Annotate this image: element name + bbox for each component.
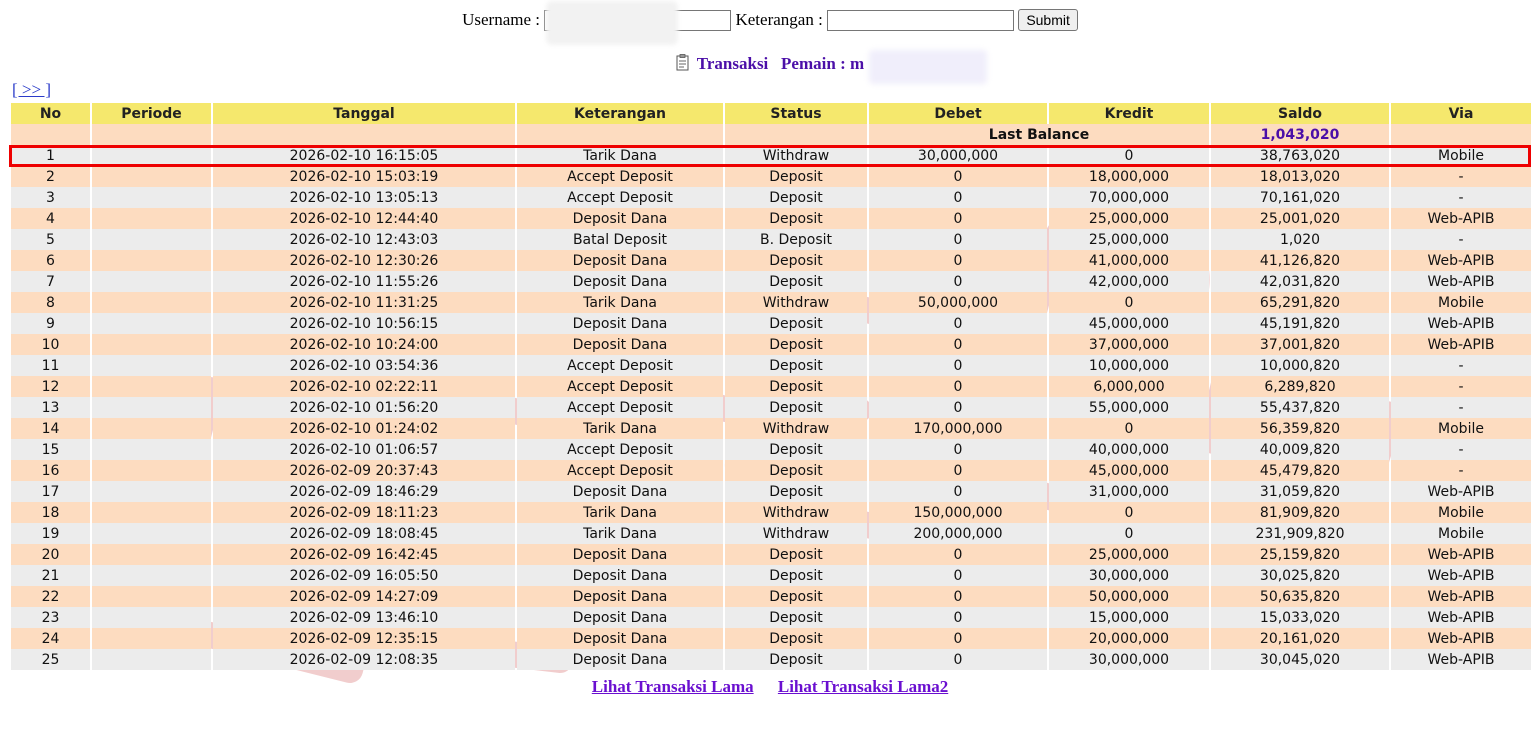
cell-periode: [92, 334, 211, 355]
cell-keterangan: Batal Deposit: [517, 229, 723, 250]
cell-via: Mobile: [1391, 292, 1531, 313]
cell-debet: 0: [869, 166, 1047, 187]
cell-tanggal: 2026-02-09 14:27:09: [213, 586, 515, 607]
cell-no: 9: [11, 313, 90, 334]
cell-saldo: 25,001,020: [1211, 208, 1389, 229]
cell-keterangan: Accept Deposit: [517, 439, 723, 460]
cell-periode: [92, 292, 211, 313]
cell-debet: 0: [869, 439, 1047, 460]
cell-keterangan: Deposit Dana: [517, 544, 723, 565]
table-row: [11, 649, 1531, 670]
cell-debet: 0: [869, 565, 1047, 586]
cell-tanggal: 2026-02-10 15:03:19: [213, 166, 515, 187]
last-balance-empty: [213, 124, 515, 145]
cell-keterangan: Tarik Dana: [517, 523, 723, 544]
cell-tanggal: 2026-02-09 16:05:50: [213, 565, 515, 586]
cell-no: 19: [11, 523, 90, 544]
last-balance-value: 1,043,020: [1211, 124, 1389, 145]
cell-debet: 0: [869, 271, 1047, 292]
table-row: [11, 544, 1531, 565]
cell-status: Deposit: [725, 481, 867, 502]
cell-status: Deposit: [725, 355, 867, 376]
cell-via: Web-APIB: [1391, 313, 1531, 334]
cell-debet: 150,000,000: [869, 502, 1047, 523]
cell-saldo: 50,635,820: [1211, 586, 1389, 607]
cell-status: Deposit: [725, 208, 867, 229]
table-row: [11, 460, 1531, 481]
cell-status: Deposit: [725, 628, 867, 649]
cell-tanggal: 2026-02-09 20:37:43: [213, 460, 515, 481]
cell-debet: 0: [869, 313, 1047, 334]
table-row: [11, 145, 1531, 166]
cell-tanggal: 2026-02-10 12:30:26: [213, 250, 515, 271]
cell-debet: 0: [869, 229, 1047, 250]
cell-kredit: 50,000,000: [1049, 586, 1209, 607]
redaction-blur: [869, 50, 987, 84]
cell-debet: 0: [869, 649, 1047, 670]
cell-kredit: 41,000,000: [1049, 250, 1209, 271]
cell-periode: [92, 607, 211, 628]
cell-via: Web-APIB: [1391, 481, 1531, 502]
cell-kredit: 0: [1049, 418, 1209, 439]
cell-tanggal: 2026-02-10 12:43:03: [213, 229, 515, 250]
cell-status: Deposit: [725, 187, 867, 208]
cell-saldo: 6,289,820: [1211, 376, 1389, 397]
cell-tanggal: 2026-02-09 12:35:15: [213, 628, 515, 649]
title-transaksi: Transaksi: [696, 54, 769, 73]
cell-saldo: 45,191,820: [1211, 313, 1389, 334]
cell-periode: [92, 502, 211, 523]
table-row: [11, 607, 1531, 628]
cell-kredit: 40,000,000: [1049, 439, 1209, 460]
cell-saldo: 231,909,820: [1211, 523, 1389, 544]
cell-tanggal: 2026-02-09 16:42:45: [213, 544, 515, 565]
cell-no: 12: [11, 376, 90, 397]
cell-tanggal: 2026-02-10 13:05:13: [213, 187, 515, 208]
cell-keterangan: Accept Deposit: [517, 460, 723, 481]
cell-periode: [92, 565, 211, 586]
cell-tanggal: 2026-02-10 03:54:36: [213, 355, 515, 376]
cell-periode: [92, 229, 211, 250]
table-row: [11, 439, 1531, 460]
cell-periode: [92, 376, 211, 397]
cell-periode: [92, 397, 211, 418]
lihat-transaksi-lama2-link[interactable]: Lihat Transaksi Lama2: [777, 677, 949, 696]
cell-periode: [92, 460, 211, 481]
cell-keterangan: Tarik Dana: [517, 418, 723, 439]
cell-no: 14: [11, 418, 90, 439]
column-header-via: Via: [1391, 103, 1531, 124]
cell-no: 21: [11, 565, 90, 586]
username-field-wrap: [544, 9, 731, 31]
cell-no: 11: [11, 355, 90, 376]
cell-via: Web-APIB: [1391, 628, 1531, 649]
clipboard-document-icon: [676, 54, 691, 76]
table-row: [11, 271, 1531, 292]
cell-kredit: 6,000,000: [1049, 376, 1209, 397]
cell-keterangan: Accept Deposit: [517, 355, 723, 376]
cell-kredit: 0: [1049, 292, 1209, 313]
cell-no: 7: [11, 271, 90, 292]
cell-no: 25: [11, 649, 90, 670]
transaction-table: [9, 103, 1533, 670]
cell-saldo: 1,020: [1211, 229, 1389, 250]
cell-via: -: [1391, 187, 1531, 208]
cell-keterangan: Deposit Dana: [517, 481, 723, 502]
cell-via: Web-APIB: [1391, 271, 1531, 292]
table-row: [11, 418, 1531, 439]
column-header-no: No: [11, 103, 90, 124]
cell-saldo: 30,025,820: [1211, 565, 1389, 586]
cell-no: 22: [11, 586, 90, 607]
last-balance-label: Last Balance: [869, 124, 1209, 145]
cell-kredit: 18,000,000: [1049, 166, 1209, 187]
keterangan-label: Keterangan :: [735, 10, 823, 30]
cell-tanggal: 2026-02-09 18:08:45: [213, 523, 515, 544]
cell-kredit: 37,000,000: [1049, 334, 1209, 355]
cell-tanggal: 2026-02-10 11:31:25: [213, 292, 515, 313]
cell-keterangan: Accept Deposit: [517, 397, 723, 418]
cell-saldo: 65,291,820: [1211, 292, 1389, 313]
cell-saldo: 31,059,820: [1211, 481, 1389, 502]
cell-tanggal: 2026-02-10 10:24:00: [213, 334, 515, 355]
table-header-row: [11, 103, 1531, 124]
page-title: [0, 54, 1540, 76]
cell-debet: 0: [869, 355, 1047, 376]
cell-keterangan: Deposit Dana: [517, 649, 723, 670]
cell-debet: 0: [869, 607, 1047, 628]
cell-status: Deposit: [725, 250, 867, 271]
cell-periode: [92, 271, 211, 292]
table-row: [11, 166, 1531, 187]
column-header-debet: Debet: [869, 103, 1047, 124]
cell-debet: 0: [869, 544, 1047, 565]
cell-saldo: 70,161,020: [1211, 187, 1389, 208]
cell-via: -: [1391, 166, 1531, 187]
cell-status: Withdraw: [725, 418, 867, 439]
cell-kredit: 0: [1049, 145, 1209, 166]
keterangan-input[interactable]: [827, 10, 1014, 31]
cell-no: 13: [11, 397, 90, 418]
cell-keterangan: Tarik Dana: [517, 292, 723, 313]
cell-via: Web-APIB: [1391, 565, 1531, 586]
cell-debet: 170,000,000: [869, 418, 1047, 439]
cell-status: B. Deposit: [725, 229, 867, 250]
table-row: [11, 502, 1531, 523]
cell-kredit: 45,000,000: [1049, 460, 1209, 481]
table-row: [11, 481, 1531, 502]
cell-periode: [92, 628, 211, 649]
last-balance-empty: [1391, 124, 1531, 145]
cell-no: 8: [11, 292, 90, 313]
cell-saldo: 55,437,820: [1211, 397, 1389, 418]
cell-via: Web-APIB: [1391, 544, 1531, 565]
table-row: [11, 565, 1531, 586]
cell-saldo: 56,359,820: [1211, 418, 1389, 439]
cell-tanggal: 2026-02-10 10:56:15: [213, 313, 515, 334]
cell-via: -: [1391, 439, 1531, 460]
cell-tanggal: 2026-02-09 12:08:35: [213, 649, 515, 670]
cell-status: Deposit: [725, 271, 867, 292]
cell-status: Deposit: [725, 544, 867, 565]
cell-tanggal: 2026-02-09 18:46:29: [213, 481, 515, 502]
cell-status: Withdraw: [725, 145, 867, 166]
cell-tanggal: 2026-02-10 11:55:26: [213, 271, 515, 292]
cell-debet: 0: [869, 250, 1047, 271]
cell-via: Mobile: [1391, 502, 1531, 523]
cell-keterangan: Tarik Dana: [517, 502, 723, 523]
cell-via: -: [1391, 376, 1531, 397]
cell-keterangan: Deposit Dana: [517, 313, 723, 334]
cell-via: -: [1391, 229, 1531, 250]
cell-saldo: 38,763,020: [1211, 145, 1389, 166]
column-header-tanggal: Tanggal: [213, 103, 515, 124]
cell-debet: 30,000,000: [869, 145, 1047, 166]
table-row: [11, 292, 1531, 313]
cell-periode: [92, 355, 211, 376]
cell-debet: 200,000,000: [869, 523, 1047, 544]
cell-via: -: [1391, 460, 1531, 481]
search-form: [0, 9, 1540, 31]
cell-via: Web-APIB: [1391, 586, 1531, 607]
cell-periode: [92, 481, 211, 502]
cell-via: -: [1391, 397, 1531, 418]
cell-via: Web-APIB: [1391, 250, 1531, 271]
cell-periode: [92, 418, 211, 439]
last-balance-empty: [725, 124, 867, 145]
cell-periode: [92, 313, 211, 334]
cell-via: Web-APIB: [1391, 334, 1531, 355]
cell-via: Mobile: [1391, 523, 1531, 544]
cell-periode: [92, 166, 211, 187]
cell-periode: [92, 208, 211, 229]
cell-no: 5: [11, 229, 90, 250]
table-row: [11, 187, 1531, 208]
cell-status: Deposit: [725, 397, 867, 418]
footer-links: [0, 677, 1540, 697]
last-balance-row: [11, 124, 1531, 145]
column-header-periode: Periode: [92, 103, 211, 124]
cell-status: Deposit: [725, 313, 867, 334]
cell-status: Deposit: [725, 586, 867, 607]
cell-debet: 0: [869, 628, 1047, 649]
cell-saldo: 25,159,820: [1211, 544, 1389, 565]
cell-no: 1: [11, 145, 90, 166]
cell-kredit: 30,000,000: [1049, 565, 1209, 586]
cell-keterangan: Deposit Dana: [517, 334, 723, 355]
last-balance-empty: [92, 124, 211, 145]
cell-status: Deposit: [725, 607, 867, 628]
cell-saldo: 41,126,820: [1211, 250, 1389, 271]
cell-kredit: 25,000,000: [1049, 208, 1209, 229]
table-row: [11, 334, 1531, 355]
cell-no: 24: [11, 628, 90, 649]
cell-keterangan: Deposit Dana: [517, 271, 723, 292]
cell-via: Web-APIB: [1391, 208, 1531, 229]
cell-saldo: 81,909,820: [1211, 502, 1389, 523]
cell-kredit: 30,000,000: [1049, 649, 1209, 670]
table-row: [11, 628, 1531, 649]
lihat-transaksi-lama-link[interactable]: Lihat Transaksi Lama: [591, 677, 754, 696]
cell-saldo: 10,000,820: [1211, 355, 1389, 376]
cell-saldo: 37,001,820: [1211, 334, 1389, 355]
cell-debet: 50,000,000: [869, 292, 1047, 313]
cell-debet: 0: [869, 460, 1047, 481]
cell-keterangan: Deposit Dana: [517, 607, 723, 628]
cell-kredit: 45,000,000: [1049, 313, 1209, 334]
cell-via: Web-APIB: [1391, 649, 1531, 670]
cell-debet: 0: [869, 208, 1047, 229]
cell-status: Withdraw: [725, 502, 867, 523]
cell-status: Deposit: [725, 439, 867, 460]
cell-periode: [92, 250, 211, 271]
cell-no: 20: [11, 544, 90, 565]
cell-debet: 0: [869, 586, 1047, 607]
column-header-kredit: Kredit: [1049, 103, 1209, 124]
redaction-blur: [546, 1, 678, 45]
cell-via: Mobile: [1391, 145, 1531, 166]
cell-debet: 0: [869, 187, 1047, 208]
cell-periode: [92, 439, 211, 460]
table-row: [11, 355, 1531, 376]
title-pemain-wrap: [781, 54, 864, 74]
title-pemain: Pemain : m: [781, 54, 865, 73]
column-header-keterangan: Keterangan: [517, 103, 723, 124]
table-row: [11, 229, 1531, 250]
last-balance-empty: [11, 124, 90, 145]
cell-no: 6: [11, 250, 90, 271]
cell-kredit: 31,000,000: [1049, 481, 1209, 502]
cell-kredit: 70,000,000: [1049, 187, 1209, 208]
cell-keterangan: Deposit Dana: [517, 250, 723, 271]
submit-button[interactable]: Submit: [1018, 9, 1078, 31]
cell-no: 17: [11, 481, 90, 502]
column-header-status: Status: [725, 103, 867, 124]
cell-no: 2: [11, 166, 90, 187]
cell-debet: 0: [869, 481, 1047, 502]
cell-keterangan: Accept Deposit: [517, 376, 723, 397]
cell-status: Deposit: [725, 565, 867, 586]
cell-keterangan: Deposit Dana: [517, 208, 723, 229]
column-header-saldo: Saldo: [1211, 103, 1389, 124]
cell-debet: 0: [869, 376, 1047, 397]
cell-saldo: 20,161,020: [1211, 628, 1389, 649]
cell-kredit: 15,000,000: [1049, 607, 1209, 628]
cell-kredit: 25,000,000: [1049, 229, 1209, 250]
cell-status: Deposit: [725, 649, 867, 670]
cell-no: 15: [11, 439, 90, 460]
cell-keterangan: Deposit Dana: [517, 628, 723, 649]
cell-tanggal: 2026-02-10 12:44:40: [213, 208, 515, 229]
cell-via: Web-APIB: [1391, 607, 1531, 628]
cell-kredit: 25,000,000: [1049, 544, 1209, 565]
cell-saldo: 45,479,820: [1211, 460, 1389, 481]
cell-via: Mobile: [1391, 418, 1531, 439]
cell-tanggal: 2026-02-09 18:11:23: [213, 502, 515, 523]
cell-tanggal: 2026-02-10 02:22:11: [213, 376, 515, 397]
cell-status: Withdraw: [725, 523, 867, 544]
cell-keterangan: Tarik Dana: [517, 145, 723, 166]
cell-saldo: 40,009,820: [1211, 439, 1389, 460]
cell-no: 16: [11, 460, 90, 481]
cell-status: Deposit: [725, 460, 867, 481]
table-row: [11, 250, 1531, 271]
next-page-link[interactable]: [ >> ]: [12, 80, 51, 99]
cell-periode: [92, 523, 211, 544]
cell-tanggal: 2026-02-09 13:46:10: [213, 607, 515, 628]
cell-keterangan: Accept Deposit: [517, 166, 723, 187]
cell-keterangan: Deposit Dana: [517, 586, 723, 607]
cell-no: 23: [11, 607, 90, 628]
cell-status: Withdraw: [725, 292, 867, 313]
cell-kredit: 55,000,000: [1049, 397, 1209, 418]
table-row: [11, 208, 1531, 229]
cell-periode: [92, 586, 211, 607]
cell-saldo: 15,033,020: [1211, 607, 1389, 628]
last-balance-empty: [517, 124, 723, 145]
cell-tanggal: 2026-02-10 01:24:02: [213, 418, 515, 439]
cell-debet: 0: [869, 397, 1047, 418]
cell-periode: [92, 187, 211, 208]
cell-no: 18: [11, 502, 90, 523]
cell-tanggal: 2026-02-10 16:15:05: [213, 145, 515, 166]
cell-no: 10: [11, 334, 90, 355]
cell-periode: [92, 145, 211, 166]
table-row: [11, 376, 1531, 397]
cell-keterangan: Deposit Dana: [517, 565, 723, 586]
table-row: [11, 586, 1531, 607]
cell-keterangan: Accept Deposit: [517, 187, 723, 208]
cell-saldo: 42,031,820: [1211, 271, 1389, 292]
cell-via: -: [1391, 355, 1531, 376]
username-label: Username :: [462, 10, 540, 30]
cell-kredit: 0: [1049, 502, 1209, 523]
cell-tanggal: 2026-02-10 01:56:20: [213, 397, 515, 418]
cell-kredit: 20,000,000: [1049, 628, 1209, 649]
cell-no: 3: [11, 187, 90, 208]
cell-status: Deposit: [725, 376, 867, 397]
cell-saldo: 18,013,020: [1211, 166, 1389, 187]
cell-status: Deposit: [725, 334, 867, 355]
cell-no: 4: [11, 208, 90, 229]
cell-saldo: 30,045,020: [1211, 649, 1389, 670]
cell-periode: [92, 649, 211, 670]
cell-kredit: 0: [1049, 523, 1209, 544]
cell-periode: [92, 544, 211, 565]
cell-debet: 0: [869, 334, 1047, 355]
cell-kredit: 10,000,000: [1049, 355, 1209, 376]
cell-tanggal: 2026-02-10 01:06:57: [213, 439, 515, 460]
cell-status: Deposit: [725, 166, 867, 187]
cell-kredit: 42,000,000: [1049, 271, 1209, 292]
table-row: [11, 397, 1531, 418]
table-row: [11, 523, 1531, 544]
table-row: [11, 313, 1531, 334]
